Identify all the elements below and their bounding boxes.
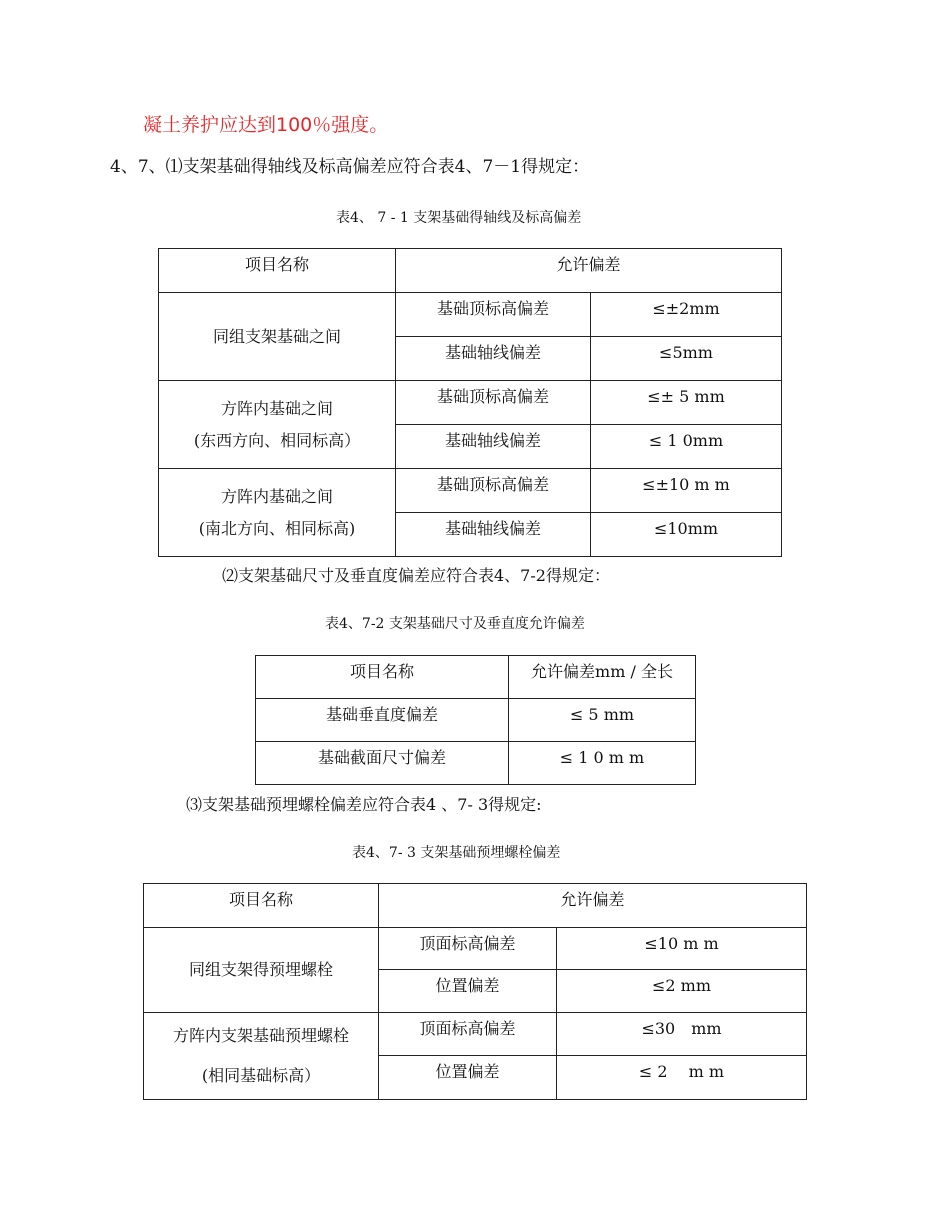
group-name-line: 方阵内支架基础预埋螺栓	[172, 1026, 349, 1045]
table1-group-3-name	[159, 469, 396, 557]
table1-value: ≤5mm	[591, 337, 782, 381]
intro-red-text: 凝土养护应达到100％强度。	[143, 114, 389, 136]
table1-item: 基础顶标高偏差	[396, 293, 591, 337]
table-row	[159, 293, 782, 337]
table1-value: ≤ 1 0mm	[591, 425, 782, 469]
group-name-line: (相同基础标高）	[201, 1066, 321, 1085]
table2-value: ≤ 1 0 m m	[509, 742, 696, 785]
table-row	[159, 469, 782, 513]
table3-item: 位置偏差	[379, 970, 557, 1013]
table1-value: ≤±10 m m	[591, 469, 782, 513]
table3-header-tolerance: 允许偏差	[379, 884, 807, 928]
table3-header-name: 项目名称	[144, 884, 379, 928]
table1	[158, 248, 782, 557]
group-name-line: (东西方向、相同标高）	[193, 430, 361, 450]
table2-header-name: 项目名称	[256, 656, 509, 699]
table1-item: 基础轴线偏差	[396, 513, 591, 557]
group-name-line: 同组支架基础之间	[212, 326, 341, 346]
table2	[255, 655, 696, 785]
table1-group-2-name	[159, 381, 396, 469]
table2-value: ≤ 5 mm	[509, 699, 696, 742]
table3	[143, 883, 807, 1100]
table-row	[144, 1013, 807, 1056]
group-name-line: 方阵内基础之间	[220, 398, 333, 418]
table3-value: ≤ 2 m m	[557, 1056, 807, 1100]
table1-item: 基础轴线偏差	[396, 337, 591, 381]
table3-item: 顶面标高偏差	[379, 1013, 557, 1056]
table1-item: 基础顶标高偏差	[396, 381, 591, 425]
group-name-line: 方阵内基础之间	[220, 486, 333, 506]
table3-group-1-name	[144, 928, 379, 1013]
group-name-line: (南北方向、相同标高)	[198, 518, 356, 538]
table2-item: 基础截面尺寸偏差	[256, 742, 509, 785]
table1-value: ≤10mm	[591, 513, 782, 557]
table1-caption: 表4、 7 - 1 支架基础得轴线及标高偏差	[336, 210, 582, 226]
table1-value: ≤±2mm	[591, 293, 782, 337]
table3-value: ≤2 mm	[557, 970, 807, 1013]
paragraph-3: ⑶支架基础预埋螺栓偏差应符合表4 、7- 3得规定:	[186, 795, 542, 814]
table3-caption: 表4、7- 3 支架基础预埋螺栓偏差	[352, 845, 561, 861]
table1-item: 基础轴线偏差	[396, 425, 591, 469]
table-row	[159, 381, 782, 425]
section-heading: 4、7、⑴支架基础得轴线及标高偏差应符合表4、7－1得规定：	[110, 157, 590, 177]
table3-item: 顶面标高偏差	[379, 928, 557, 970]
table1-header-tolerance: 允许偏差	[396, 249, 782, 293]
table2-item: 基础垂直度偏差	[256, 699, 509, 742]
table1-header-name: 项目名称	[159, 249, 396, 293]
table1-item: 基础顶标高偏差	[396, 469, 591, 513]
table3-value: ≤10 m m	[557, 928, 807, 970]
table2-caption: 表4、7-2 支架基础尺寸及垂直度允许偏差	[325, 616, 585, 632]
table1-value: ≤± 5 mm	[591, 381, 782, 425]
table3-value: ≤30 mm	[557, 1013, 807, 1056]
table-row	[144, 928, 807, 970]
table-row	[256, 699, 696, 742]
table3-item: 位置偏差	[379, 1056, 557, 1100]
table3-group-2-name	[144, 1013, 379, 1100]
table2-header-tolerance: 允许偏差mm / 全长	[509, 656, 696, 699]
table1-group-1-name	[159, 293, 396, 381]
group-name-line: 同组支架得预埋螺栓	[188, 960, 333, 979]
table-row	[256, 742, 696, 785]
paragraph-2: ⑵支架基础尺寸及垂直度偏差应符合表4、7-2得规定：	[222, 566, 610, 585]
